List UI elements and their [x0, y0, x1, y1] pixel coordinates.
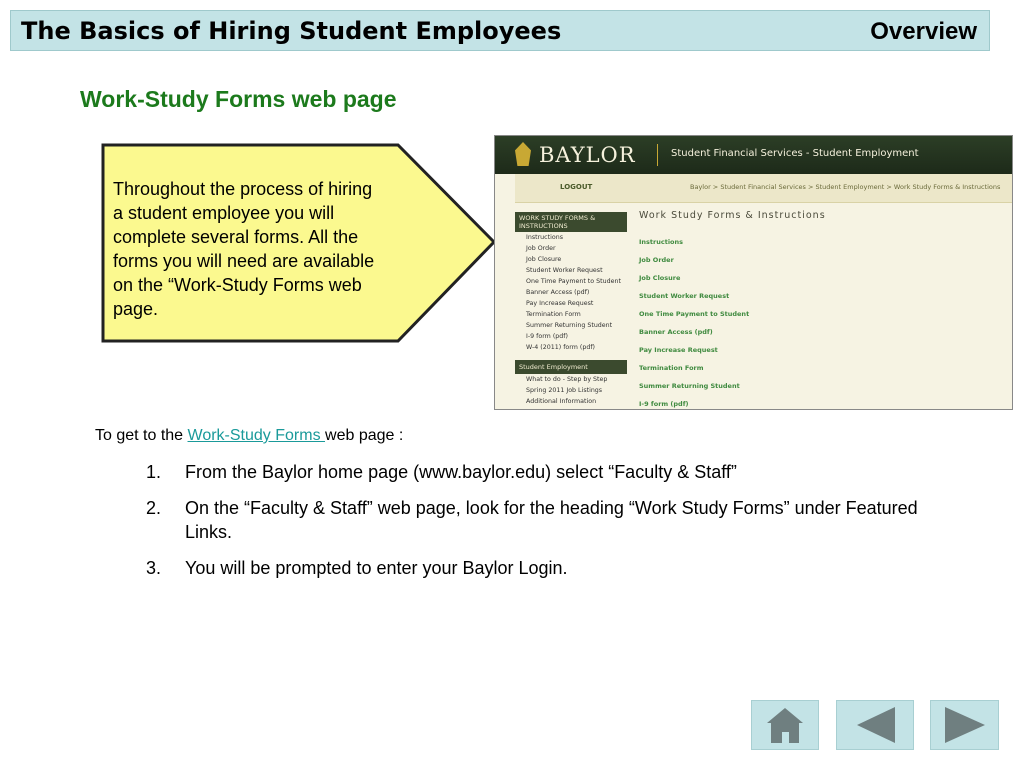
page-title: The Basics of Hiring Student Employees: [21, 17, 562, 45]
instructions-intro: [95, 427, 403, 445]
screenshot-nav-bar: [515, 174, 1012, 203]
callout-line: a student employee you will: [113, 203, 335, 223]
content-link: Termination Form: [639, 364, 704, 372]
content-link: I-9 form (pdf): [639, 400, 689, 408]
section-label: Overview: [870, 18, 977, 45]
sidebar-item: W-4 (2011) form (pdf): [526, 344, 595, 351]
title-bar: [10, 10, 990, 51]
header-divider: [657, 144, 658, 166]
sidebar-item: Student Worker Request: [526, 267, 603, 274]
content-link: One Time Payment to Student: [639, 310, 750, 318]
sidebar-item: Spring 2011 Job Listings: [526, 387, 603, 394]
step-text: On the “Faculty & Staff” web page, look for the heading “Work Study Forms” under Featured Links.: [185, 498, 918, 542]
sidebar-item: I-9 form (pdf): [526, 333, 568, 340]
logout-link: LOGOUT: [560, 183, 593, 191]
sidebar-heading: WORK STUDY FORMS & INSTRUCTIONS: [515, 212, 627, 232]
step-text: You will be prompted to enter your Baylor Login.: [185, 558, 568, 578]
back-button[interactable]: [836, 700, 914, 750]
intro-prefix: To get to the: [95, 427, 184, 444]
sidebar-item: Termination Form: [526, 311, 581, 318]
intro-suffix: web page :: [325, 427, 404, 444]
callout-line: complete several forms. All the: [113, 227, 359, 247]
next-arrow-icon: [931, 701, 998, 749]
content-link: Job Closure: [639, 274, 681, 282]
sidebar-item: Additional Information: [526, 398, 597, 405]
content-link: Student Worker Request: [639, 292, 730, 300]
sidebar-heading-2: Student Employment: [515, 360, 627, 374]
content-link: Pay Increase Request: [639, 346, 718, 354]
slide-subtitle: Work-Study Forms web page: [80, 86, 397, 112]
step-text: From the Baylor home page (www.baylor.edu) select “Faculty & Staff”: [185, 462, 737, 482]
sidebar-item: Summer Returning Student: [526, 322, 613, 329]
callout-line: on the “Work-Study Forms web: [113, 275, 362, 295]
step-item: [146, 460, 946, 484]
content-link: Summer Returning Student: [639, 382, 740, 390]
step-number: 3.: [146, 558, 162, 578]
sidebar-item: Pay Increase Request: [526, 300, 594, 307]
callout-line: forms you will need are available: [113, 251, 375, 271]
baylor-logo-icon: [515, 142, 531, 166]
screenshot-header: [495, 136, 1012, 174]
sidebar-item: Banner Access (pdf): [526, 289, 590, 296]
step-item: [146, 556, 946, 580]
sidebar-item: One Time Payment to Student: [526, 278, 621, 285]
content-heading: Work Study Forms & Instructions: [639, 210, 826, 221]
breadcrumb: Baylor > Student Financial Services > Student Employment > Work Study Forms & Instructions: [690, 183, 1001, 191]
screenshot-header-title: Student Financial Services - Student Employment: [671, 148, 919, 159]
home-button[interactable]: [751, 700, 819, 750]
back-arrow-icon: [837, 701, 913, 749]
website-screenshot: [494, 135, 1013, 410]
home-icon: [752, 701, 818, 749]
callout-line: page.: [113, 299, 159, 319]
step-number: 1.: [146, 462, 162, 482]
content-link: Job Order: [639, 256, 674, 264]
sidebar-item: Instructions: [526, 234, 563, 241]
step-item: [146, 496, 946, 544]
sidebar-item: What to do - Step by Step: [526, 376, 608, 383]
content-link: Banner Access (pdf): [639, 328, 713, 336]
content-link: Instructions: [639, 238, 684, 246]
sidebar-item: Job Closure: [526, 256, 562, 263]
work-study-forms-link[interactable]: Work-Study Forms: [187, 427, 326, 444]
screenshot-content: [639, 210, 826, 410]
callout-line: Throughout the process of hiring: [113, 179, 373, 199]
callout-text: [113, 177, 413, 321]
instructions-steps: [146, 460, 946, 592]
sidebar-item: Job Order: [526, 245, 556, 252]
step-number: 2.: [146, 498, 162, 518]
screenshot-brand: BAYLOR: [539, 143, 636, 167]
screenshot-sidebar: [515, 212, 627, 410]
next-button[interactable]: [930, 700, 999, 750]
